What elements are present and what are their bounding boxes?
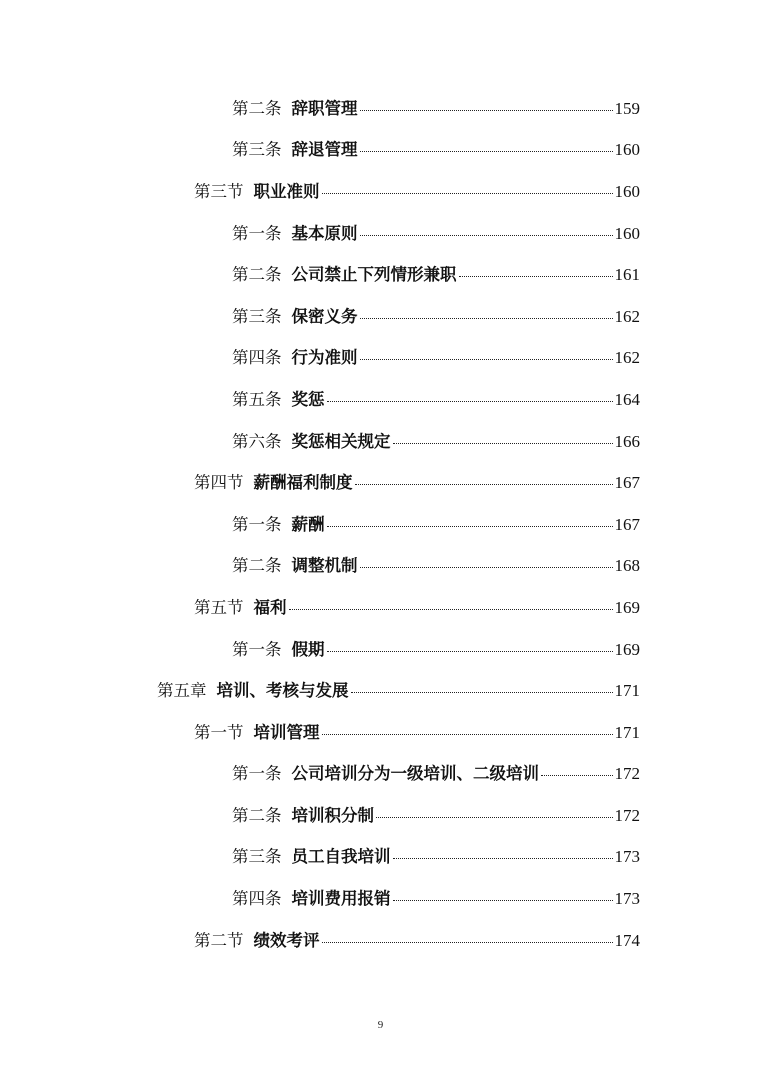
toc-entry-page: 160: [614, 181, 640, 201]
toc-entry[interactable]: [0, 712, 761, 754]
toc-entry-page: 167: [614, 514, 640, 534]
toc-entry-number: 第五节: [194, 597, 244, 617]
toc-entry-title: 假期: [291, 639, 325, 659]
toc-entry[interactable]: [0, 171, 761, 213]
dot-leader: [327, 401, 613, 402]
dot-leader: [360, 318, 613, 319]
toc-entry-title: 职业准则: [253, 181, 320, 201]
toc-entry-page: 171: [614, 722, 640, 742]
toc-entry-title: 培训积分制: [291, 805, 374, 825]
toc-entry-number: 第五章: [157, 681, 207, 701]
toc-entry-title: 员工自我培训: [291, 847, 391, 867]
toc-entry-number: 第四条: [232, 348, 282, 368]
dot-leader: [351, 692, 613, 693]
toc-entry-page: 169: [614, 639, 640, 659]
toc-entry[interactable]: [0, 254, 761, 296]
toc-entry-title: 公司培训分为一级培训、二级培训: [291, 764, 539, 784]
toc-entry-page: 166: [614, 431, 640, 451]
toc-entry-number: 第六条: [232, 431, 282, 451]
toc-entry-number: 第三节: [194, 181, 244, 201]
toc-entry-page: 160: [614, 140, 640, 160]
toc-entry-title: 行为准则: [291, 348, 358, 368]
toc-entry-title: 培训费用报销: [291, 889, 391, 909]
toc-entry-page: 161: [614, 265, 640, 285]
dot-leader: [393, 443, 613, 444]
toc-entry-page: 162: [614, 306, 640, 326]
toc-entry-page: 173: [614, 889, 640, 909]
dot-leader: [376, 817, 613, 818]
toc-entry-title: 薪酬: [291, 514, 325, 534]
dot-leader: [541, 775, 613, 776]
toc-entry-number: 第四条: [232, 889, 282, 909]
toc-entry[interactable]: [0, 462, 761, 504]
toc-entry-number: 第一条: [232, 764, 282, 784]
toc-entry-page: 159: [614, 98, 640, 118]
toc-entry-title: 辞职管理: [291, 98, 358, 118]
toc-entry-page: 168: [614, 556, 640, 576]
toc-entry-page: 172: [614, 805, 640, 825]
toc-entry[interactable]: [0, 837, 761, 879]
toc-entry-page: 162: [614, 348, 640, 368]
toc-entry-number: 第二条: [232, 805, 282, 825]
toc-entry-number: 第五条: [232, 389, 282, 409]
toc-entry-title: 福利: [253, 597, 287, 617]
toc-entry-title: 绩效考评: [253, 930, 320, 950]
toc-entry-title: 保密义务: [291, 306, 358, 326]
toc-entry[interactable]: [0, 504, 761, 546]
toc-entry[interactable]: [0, 754, 761, 796]
toc-entry-number: 第一条: [232, 514, 282, 534]
toc-entry-number: 第一条: [232, 639, 282, 659]
dot-leader: [360, 110, 613, 111]
toc-entry-number: 第二节: [194, 930, 244, 950]
toc-entry-number: 第二条: [232, 556, 282, 576]
toc-entry[interactable]: [0, 296, 761, 338]
toc-entry-number: 第一条: [232, 223, 282, 243]
toc-entry[interactable]: [0, 88, 761, 130]
toc-entry-title: 调整机制: [291, 556, 358, 576]
dot-leader: [327, 526, 613, 527]
toc-entry[interactable]: [0, 878, 761, 920]
toc-entry-number: 第四节: [194, 473, 244, 493]
toc-entry-page: 160: [614, 223, 640, 243]
dot-leader: [322, 942, 613, 943]
dot-leader: [327, 651, 613, 652]
toc-entry[interactable]: [0, 421, 761, 463]
dot-leader: [360, 151, 613, 152]
toc-entry[interactable]: [0, 213, 761, 255]
toc-entry[interactable]: [0, 338, 761, 380]
toc-entry[interactable]: [0, 670, 761, 712]
toc-entry-page: 169: [614, 597, 640, 617]
toc-entry-title: 奖惩: [291, 389, 325, 409]
toc-entry-number: 第二条: [232, 98, 282, 118]
toc-entry-title: 公司禁止下列情形兼职: [291, 265, 457, 285]
toc-entry-page: 164: [614, 389, 640, 409]
toc-entry[interactable]: [0, 546, 761, 588]
table-of-contents: [0, 88, 761, 961]
dot-leader: [360, 235, 613, 236]
toc-entry-title: 薪酬福利制度: [253, 473, 353, 493]
dot-leader: [360, 359, 613, 360]
toc-entry-title: 培训管理: [253, 722, 320, 742]
dot-leader: [459, 276, 613, 277]
toc-entry[interactable]: [0, 629, 761, 671]
toc-entry[interactable]: [0, 920, 761, 962]
dot-leader: [322, 734, 613, 735]
toc-entry[interactable]: [0, 379, 761, 421]
dot-leader: [289, 609, 613, 610]
toc-entry-number: 第三条: [232, 847, 282, 867]
toc-entry-page: 171: [614, 681, 640, 701]
toc-entry-number: 第一节: [194, 722, 244, 742]
toc-entry-number: 第二条: [232, 265, 282, 285]
dot-leader: [322, 193, 613, 194]
page-number: 9: [377, 1019, 384, 1031]
toc-entry-number: 第三条: [232, 140, 282, 160]
dot-leader: [393, 900, 613, 901]
dot-leader: [360, 567, 613, 568]
toc-entry-page: 167: [614, 473, 640, 493]
dot-leader: [393, 858, 613, 859]
toc-entry-number: 第三条: [232, 306, 282, 326]
dot-leader: [355, 484, 613, 485]
toc-entry-page: 173: [614, 847, 640, 867]
toc-entry-page: 172: [614, 764, 640, 784]
toc-entry-title: 基本原则: [291, 223, 358, 243]
toc-entry-title: 辞退管理: [291, 140, 358, 160]
toc-entry[interactable]: [0, 130, 761, 172]
toc-entry[interactable]: [0, 795, 761, 837]
toc-entry-page: 174: [614, 930, 640, 950]
toc-entry-title: 奖惩相关规定: [291, 431, 391, 451]
toc-entry[interactable]: [0, 587, 761, 629]
toc-entry-title: 培训、考核与发展: [216, 681, 349, 701]
